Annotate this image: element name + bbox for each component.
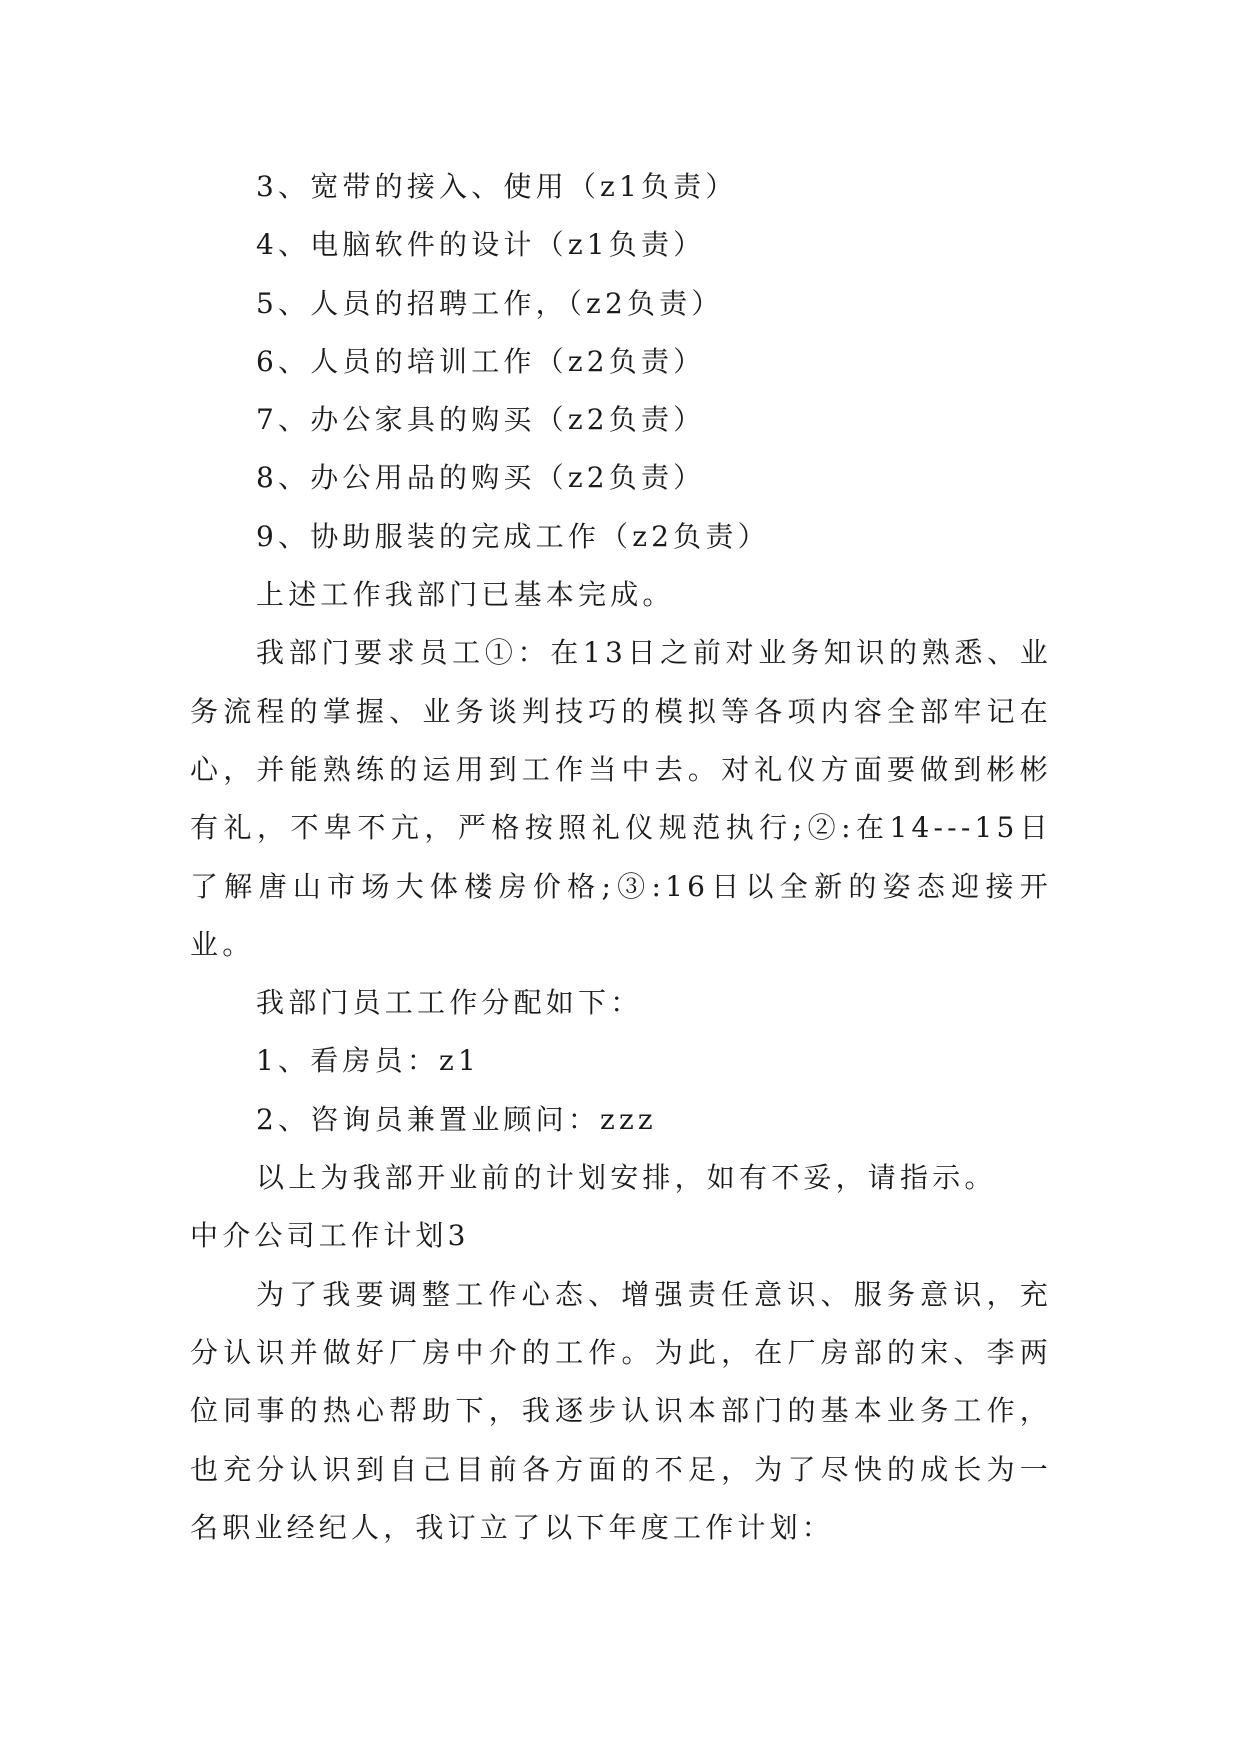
list-item: 5、人员的招聘工作，（z2负责） [256,286,724,320]
list-item: 8、办公用品的购买（z2负责） [256,461,706,495]
document-body [190,158,1052,1557]
summary-line: 上述工作我部门已基本完成。 [256,578,675,612]
assignment-intro: 我部门员工工作分配如下： [256,986,643,1020]
list-item: 6、人员的培训工作（z2负责） [256,344,706,378]
list-item: 9、协助服装的完成工作（z2负责） [256,519,770,553]
list-item: 4、电脑软件的设计（z1负责） [256,228,706,262]
assignment-item: 1、看房员：z1 [256,1044,480,1078]
section-heading: 中介公司工作计划3 [190,1219,470,1253]
section-paragraph: 为了我要调整工作心态、增强责任意识、服务意识，充分认识并做好厂房中介的工作。为此，在厂房部的宋、李两位同事的热心帮助下，我逐步认识本部门的基本业务工作，也充分认识到自己目前各方面的不足，为了尽快的成长为一名职业经纪人，我订立了以下年度工作计划： [190,1277,1052,1544]
requirements-paragraph: 我部门要求员工①：在13日之前对业务知识的熟悉、业务流程的掌握、业务谈判技巧的模拟等各项内容全部牢记在心，并能熟练的运用到工作当中去。对礼仪方面要做到彬彬有礼，不卑不亢，严格按照礼仪规范执行;②:在14---15日了解唐山市场大体楼房价格;③:16日以全新的姿态迎接开业。 [190,636,1052,961]
assignment-item: 2、咨询员兼置业顾问：zzz [256,1102,657,1136]
list-item: 3、宽带的接入、使用（z1负责） [256,170,738,203]
closing-line: 以上为我部开业前的计划安排，如有不妥，请指示。 [256,1161,997,1195]
list-item: 7、办公家具的购买（z2负责） [256,403,706,437]
